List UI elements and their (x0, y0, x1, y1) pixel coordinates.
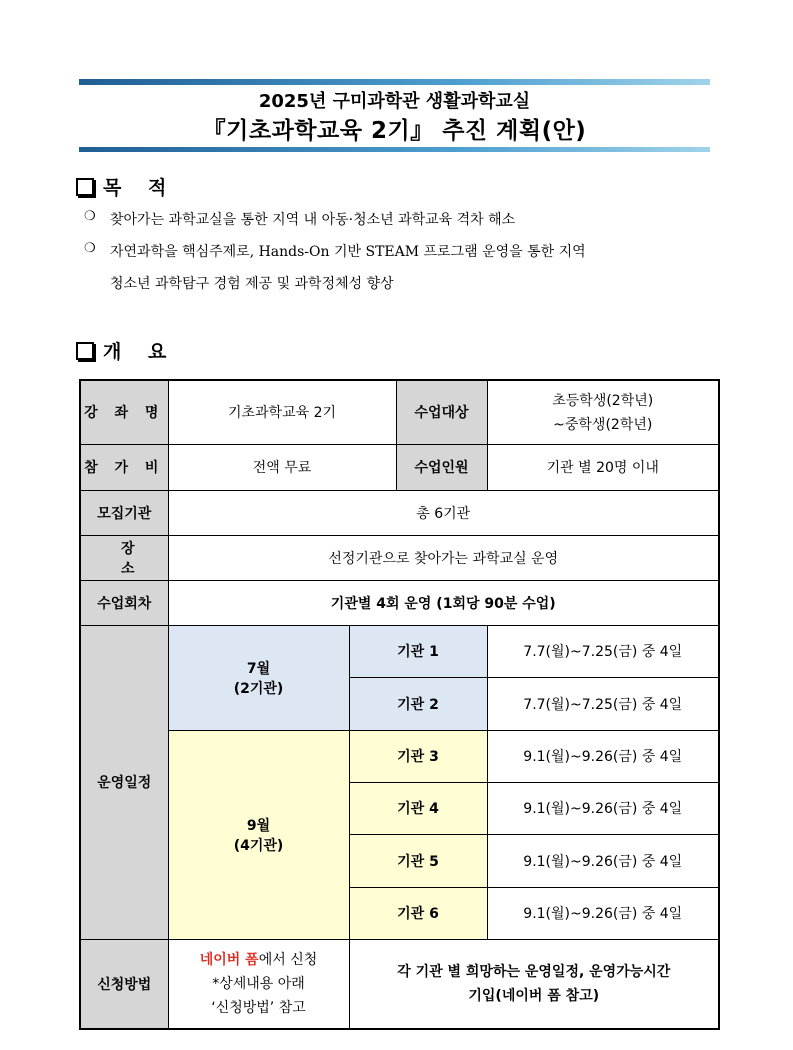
section-heading-purpose: 목 적 (76, 173, 176, 200)
document-title: 『기초과학교육 2기』 추진 계획(안) (202, 118, 587, 144)
overview-table (79, 379, 720, 1030)
purpose-item-1: ❍ 찾아가는 과학교실을 통한 지역 내 아동·청소년 과학교육 격차 해소 (84, 209, 516, 228)
class-size-label: 수업인원 (396, 444, 487, 490)
schedule-org: 기관 2 (349, 677, 487, 730)
schedule-period: 9.1(월)~9.26(금) 중 4일 (487, 834, 719, 887)
circle-bullet-icon: ❍ (84, 241, 96, 256)
course-label: 강 좌 명 (80, 380, 168, 444)
checkbox-square-icon (76, 342, 94, 360)
schedule-org: 기관 1 (349, 625, 487, 677)
section-heading-overview: 개 요 (76, 337, 176, 364)
apply-method: 네이버 폼에서 신청 *상세내용 아래 ‘신청방법’ 참고 (168, 939, 349, 1029)
target-value: 초등학생(2학년) ~중학생(2학년) (487, 380, 719, 444)
recruit-label: 모집기관 (80, 490, 168, 535)
place-value: 선정기관으로 찾아가는 과학교실 운영 (168, 535, 719, 580)
course-value: 기초과학교육 2기 (168, 380, 396, 444)
circle-bullet-icon: ❍ (84, 209, 96, 224)
sessions-value: 기관별 4회 운영 (1회당 90분 수업) (168, 580, 719, 625)
schedule-label: 운영일정 (80, 625, 168, 939)
schedule-period: 7.7(월)~7.25(금) 중 4일 (487, 677, 719, 730)
apply-note: 각 기관 별 희망하는 운영일정, 운영가능시간 기입(네이버 폼 참고) (349, 939, 719, 1029)
schedule-july: 7월 (2기관) (168, 625, 349, 730)
naver-form-highlight: 네이버 폼 (199, 951, 259, 968)
checkbox-square-icon (76, 178, 94, 196)
class-size-value: 기관 별 20명 이내 (487, 444, 719, 490)
apply-label: 신청방법 (80, 939, 168, 1029)
schedule-period: 9.1(월)~9.26(금) 중 4일 (487, 730, 719, 782)
place-label: 장 소 (80, 535, 168, 580)
document-subtitle: 2025년 구미과학관 생활과학교실 (258, 91, 531, 112)
schedule-org: 기관 6 (349, 887, 487, 939)
title-top-bar (79, 79, 710, 85)
schedule-org: 기관 5 (349, 834, 487, 887)
target-label: 수업대상 (396, 380, 487, 444)
purpose-item-2-continuation: 청소년 과학탐구 경험 제공 및 과학정체성 향상 (110, 276, 394, 292)
purpose-item-2: ❍ 자연과학을 핵심주제로, Hands-On 기반 STEAM 프로그램 운영을 통한 지역 (84, 241, 586, 260)
fee-label: 참 가 비 (80, 444, 168, 490)
sessions-label: 수업회차 (80, 580, 168, 625)
schedule-september: 9월 (4기관) (168, 730, 349, 939)
title-bottom-bar (79, 147, 710, 152)
schedule-period: 7.7(월)~7.25(금) 중 4일 (487, 625, 719, 677)
schedule-period: 9.1(월)~9.26(금) 중 4일 (487, 782, 719, 834)
schedule-org: 기관 4 (349, 782, 487, 834)
schedule-org: 기관 3 (349, 730, 487, 782)
fee-value: 전액 무료 (168, 444, 396, 490)
recruit-value: 총 6기관 (168, 490, 719, 535)
schedule-period: 9.1(월)~9.26(금) 중 4일 (487, 887, 719, 939)
